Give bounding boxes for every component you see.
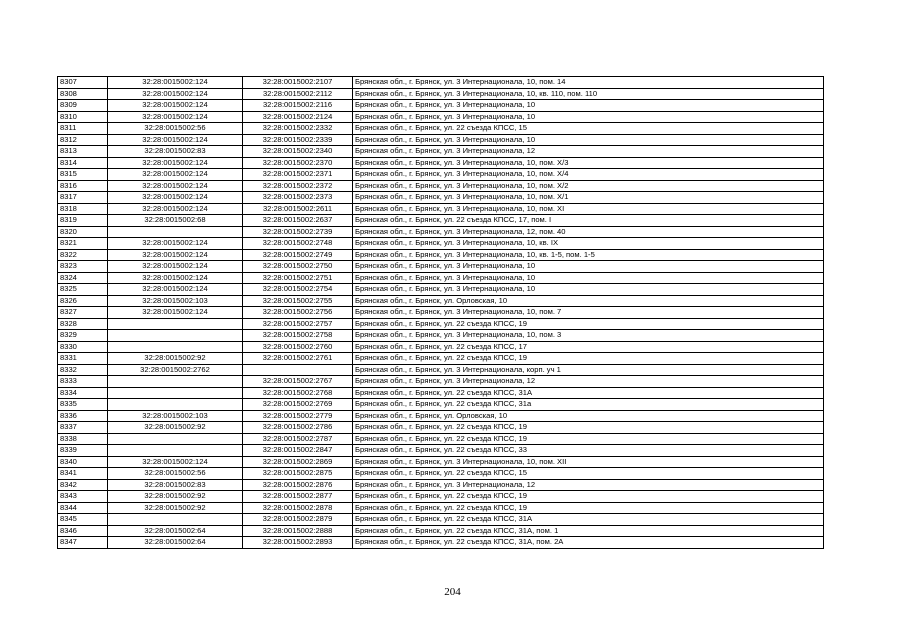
cadastral-number-cell: 32:28:0015002:2750 [243, 261, 353, 273]
table-row [58, 410, 824, 422]
parent-cadastral-number-cell: 32:28:0015002:124 [108, 272, 243, 284]
parent-cadastral-number-cell: 32:28:0015002:103 [108, 295, 243, 307]
table-row [58, 307, 824, 319]
table-row [58, 433, 824, 445]
row-number-cell: 8326 [58, 295, 108, 307]
table-row [58, 376, 824, 388]
cadastral-number-cell: 32:28:0015002:2877 [243, 491, 353, 503]
table-row [58, 226, 824, 238]
row-number-cell: 8337 [58, 422, 108, 434]
row-number-cell: 8345 [58, 514, 108, 526]
property-register-table [57, 76, 824, 549]
parent-cadastral-number-cell: 32:28:0015002:124 [108, 134, 243, 146]
table-row [58, 111, 824, 123]
row-number-cell: 8319 [58, 215, 108, 227]
row-number-cell: 8309 [58, 100, 108, 112]
address-cell: Брянская обл., г. Брянск, ул. 3 Интернационала, 10, пом. XII [353, 456, 824, 468]
row-number-cell: 8343 [58, 491, 108, 503]
address-cell: Брянская обл., г. Брянск, ул. 3 Интернационала, 12 [353, 146, 824, 158]
row-number-cell: 8338 [58, 433, 108, 445]
parent-cadastral-number-cell: 32:28:0015002:2762 [108, 364, 243, 376]
parent-cadastral-number-cell: 32:28:0015002:124 [108, 203, 243, 215]
table-row [58, 468, 824, 480]
address-cell: Брянская обл., г. Брянск, ул. 3 Интернационала, 10, пом. XI [353, 203, 824, 215]
cadastral-number-cell: 32:28:0015002:2371 [243, 169, 353, 181]
cadastral-number-cell: 32:28:0015002:2107 [243, 77, 353, 89]
table-row [58, 272, 824, 284]
table-row [58, 100, 824, 112]
parent-cadastral-number-cell [108, 433, 243, 445]
table-body [58, 77, 824, 549]
table-row [58, 491, 824, 503]
row-number-cell: 8321 [58, 238, 108, 250]
row-number-cell: 8330 [58, 341, 108, 353]
address-cell: Брянская обл., г. Брянск, ул. 22 съезда КПСС, 19 [353, 318, 824, 330]
address-cell: Брянская обл., г. Брянск, ул. 22 съезда КПСС, 17 [353, 341, 824, 353]
parent-cadastral-number-cell: 32:28:0015002:92 [108, 491, 243, 503]
cadastral-number-cell: 32:28:0015002:2340 [243, 146, 353, 158]
parent-cadastral-number-cell [108, 330, 243, 342]
cadastral-number-cell: 32:28:0015002:2847 [243, 445, 353, 457]
row-number-cell: 8332 [58, 364, 108, 376]
cadastral-number-cell: 32:28:0015002:2767 [243, 376, 353, 388]
address-cell: Брянская обл., г. Брянск, ул. 22 съезда КПСС, 31А [353, 514, 824, 526]
table-row [58, 203, 824, 215]
parent-cadastral-number-cell: 32:28:0015002:124 [108, 169, 243, 181]
parent-cadastral-number-cell: 32:28:0015002:124 [108, 157, 243, 169]
table-row [58, 422, 824, 434]
table-row [58, 238, 824, 250]
row-number-cell: 8314 [58, 157, 108, 169]
table-row [58, 445, 824, 457]
row-number-cell: 8308 [58, 88, 108, 100]
table-row [58, 180, 824, 192]
table-row [58, 330, 824, 342]
row-number-cell: 8333 [58, 376, 108, 388]
table-row [58, 192, 824, 204]
table-row [58, 525, 824, 537]
address-cell: Брянская обл., г. Брянск, ул. 3 Интернационала, 10 [353, 284, 824, 296]
cadastral-number-cell: 32:28:0015002:2888 [243, 525, 353, 537]
parent-cadastral-number-cell: 32:28:0015002:124 [108, 111, 243, 123]
address-cell: Брянская обл., г. Брянск, ул. 22 съезда КПСС, 31а [353, 399, 824, 411]
table-row [58, 479, 824, 491]
cadastral-number-cell: 32:28:0015002:2756 [243, 307, 353, 319]
table-row [58, 157, 824, 169]
address-cell: Брянская обл., г. Брянск, ул. 22 съезда КПСС, 19 [353, 433, 824, 445]
address-cell: Брянская обл., г. Брянск, ул. 3 Интернационала, 10 [353, 111, 824, 123]
row-number-cell: 8339 [58, 445, 108, 457]
row-number-cell: 8342 [58, 479, 108, 491]
address-cell: Брянская обл., г. Брянск, ул. 22 съезда КПСС, 19 [353, 353, 824, 365]
table-row [58, 169, 824, 181]
table-row [58, 514, 824, 526]
row-number-cell: 8313 [58, 146, 108, 158]
table-row [58, 215, 824, 227]
cadastral-number-cell: 32:28:0015002:2637 [243, 215, 353, 227]
table-row [58, 249, 824, 261]
parent-cadastral-number-cell: 32:28:0015002:56 [108, 468, 243, 480]
parent-cadastral-number-cell: 32:28:0015002:124 [108, 180, 243, 192]
parent-cadastral-number-cell: 32:28:0015002:124 [108, 100, 243, 112]
row-number-cell: 8318 [58, 203, 108, 215]
cadastral-number-cell: 32:28:0015002:2748 [243, 238, 353, 250]
row-number-cell: 8340 [58, 456, 108, 468]
table-row [58, 364, 824, 376]
parent-cadastral-number-cell: 32:28:0015002:124 [108, 307, 243, 319]
row-number-cell: 8341 [58, 468, 108, 480]
cadastral-number-cell: 32:28:0015002:2879 [243, 514, 353, 526]
cadastral-number-cell: 32:28:0015002:2869 [243, 456, 353, 468]
address-cell: Брянская обл., г. Брянск, ул. 22 съезда КПСС, 31А, пом. 1 [353, 525, 824, 537]
address-cell: Брянская обл., г. Брянск, ул. 22 съезда КПСС, 19 [353, 491, 824, 503]
address-cell: Брянская обл., г. Брянск, ул. 3 Интернационала, 10, пом. Х/2 [353, 180, 824, 192]
parent-cadastral-number-cell: 32:28:0015002:124 [108, 249, 243, 261]
cadastral-number-cell: 32:28:0015002:2116 [243, 100, 353, 112]
row-number-cell: 8336 [58, 410, 108, 422]
row-number-cell: 8320 [58, 226, 108, 238]
cadastral-number-cell: 32:28:0015002:2768 [243, 387, 353, 399]
parent-cadastral-number-cell [108, 376, 243, 388]
table-row [58, 295, 824, 307]
parent-cadastral-number-cell: 32:28:0015002:92 [108, 353, 243, 365]
cadastral-number-cell: 32:28:0015002:2875 [243, 468, 353, 480]
table-row [58, 537, 824, 549]
parent-cadastral-number-cell: 32:28:0015002:124 [108, 284, 243, 296]
table-row [58, 456, 824, 468]
cadastral-number-cell: 32:28:0015002:2878 [243, 502, 353, 514]
address-cell: Брянская обл., г. Брянск, ул. 3 Интернационала, 10, пом. 14 [353, 77, 824, 89]
table-row [58, 77, 824, 89]
parent-cadastral-number-cell [108, 226, 243, 238]
parent-cadastral-number-cell: 32:28:0015002:124 [108, 77, 243, 89]
cadastral-number-cell: 32:28:0015002:2754 [243, 284, 353, 296]
cadastral-number-cell: 32:28:0015002:2779 [243, 410, 353, 422]
parent-cadastral-number-cell [108, 514, 243, 526]
row-number-cell: 8335 [58, 399, 108, 411]
table-row [58, 284, 824, 296]
table-row [58, 399, 824, 411]
row-number-cell: 8347 [58, 537, 108, 549]
parent-cadastral-number-cell: 32:28:0015002:124 [108, 192, 243, 204]
parent-cadastral-number-cell: 32:28:0015002:103 [108, 410, 243, 422]
cadastral-number-cell: 32:28:0015002:2876 [243, 479, 353, 491]
cadastral-number-cell: 32:28:0015002:2761 [243, 353, 353, 365]
address-cell: Брянская обл., г. Брянск, ул. 22 съезда КПСС, 17, пом. I [353, 215, 824, 227]
address-cell: Брянская обл., г. Брянск, ул. 3 Интернационала, 10, кв. 110, пом. 110 [353, 88, 824, 100]
address-cell: Брянская обл., г. Брянск, ул. 3 Интернационала, 12 [353, 376, 824, 388]
address-cell: Брянская обл., г. Брянск, ул. 3 Интернационала, 10, пом. 3 [353, 330, 824, 342]
row-number-cell: 8322 [58, 249, 108, 261]
parent-cadastral-number-cell: 32:28:0015002:124 [108, 88, 243, 100]
cadastral-number-cell: 32:28:0015002:2755 [243, 295, 353, 307]
row-number-cell: 8324 [58, 272, 108, 284]
parent-cadastral-number-cell: 32:28:0015002:83 [108, 146, 243, 158]
address-cell: Брянская обл., г. Брянск, ул. 22 съезда КПСС, 15 [353, 123, 824, 135]
parent-cadastral-number-cell [108, 341, 243, 353]
address-cell: Брянская обл., г. Брянск, ул. 3 Интернационала, 10, пом. 7 [353, 307, 824, 319]
row-number-cell: 8315 [58, 169, 108, 181]
cadastral-number-cell: 32:28:0015002:2611 [243, 203, 353, 215]
row-number-cell: 8316 [58, 180, 108, 192]
cadastral-number-cell: 32:28:0015002:2749 [243, 249, 353, 261]
parent-cadastral-number-cell: 32:28:0015002:64 [108, 525, 243, 537]
cadastral-number-cell: 32:28:0015002:2760 [243, 341, 353, 353]
row-number-cell: 8346 [58, 525, 108, 537]
parent-cadastral-number-cell: 32:28:0015002:92 [108, 422, 243, 434]
row-number-cell: 8323 [58, 261, 108, 273]
table-row [58, 318, 824, 330]
page-number: 204 [444, 586, 461, 598]
cadastral-number-cell: 32:28:0015002:2739 [243, 226, 353, 238]
cadastral-number-cell: 32:28:0015002:2757 [243, 318, 353, 330]
address-cell: Брянская обл., г. Брянск, ул. 22 съезда КПСС, 19 [353, 422, 824, 434]
table-row [58, 353, 824, 365]
parent-cadastral-number-cell: 32:28:0015002:92 [108, 502, 243, 514]
address-cell: Брянская обл., г. Брянск, ул. Орловская, 10 [353, 295, 824, 307]
parent-cadastral-number-cell: 32:28:0015002:56 [108, 123, 243, 135]
address-cell: Брянская обл., г. Брянск, ул. 3 Интернационала, 12, пом. 40 [353, 226, 824, 238]
address-cell: Брянская обл., г. Брянск, ул. 22 съезда КПСС, 33 [353, 445, 824, 457]
address-cell: Брянская обл., г. Брянск, ул. 3 Интернационала, 10 [353, 261, 824, 273]
table-row [58, 123, 824, 135]
parent-cadastral-number-cell: 32:28:0015002:124 [108, 261, 243, 273]
address-cell: Брянская обл., г. Брянск, ул. 3 Интернационала, 10, пом. Х/3 [353, 157, 824, 169]
address-cell: Брянская обл., г. Брянск, ул. 3 Интернационала, 10, пом. Х/4 [353, 169, 824, 181]
row-number-cell: 8317 [58, 192, 108, 204]
address-cell: Брянская обл., г. Брянск, ул. 3 Интернационала, 12 [353, 479, 824, 491]
cadastral-number-cell: 32:28:0015002:2112 [243, 88, 353, 100]
table-row [58, 134, 824, 146]
cadastral-number-cell: 32:28:0015002:2787 [243, 433, 353, 445]
table-row [58, 387, 824, 399]
row-number-cell: 8334 [58, 387, 108, 399]
cadastral-number-cell: 32:28:0015002:2124 [243, 111, 353, 123]
parent-cadastral-number-cell: 32:28:0015002:64 [108, 537, 243, 549]
row-number-cell: 8329 [58, 330, 108, 342]
row-number-cell: 8312 [58, 134, 108, 146]
parent-cadastral-number-cell: 32:28:0015002:124 [108, 238, 243, 250]
table-row [58, 146, 824, 158]
address-cell: Брянская обл., г. Брянск, ул. 22 съезда КПСС, 31А, пом. 2А [353, 537, 824, 549]
address-cell: Брянская обл., г. Брянск, ул. 22 съезда КПСС, 31А [353, 387, 824, 399]
table-row [58, 88, 824, 100]
row-number-cell: 8327 [58, 307, 108, 319]
address-cell: Брянская обл., г. Брянск, ул. 22 съезда КПСС, 19 [353, 502, 824, 514]
row-number-cell: 8310 [58, 111, 108, 123]
cadastral-number-cell: 32:28:0015002:2786 [243, 422, 353, 434]
row-number-cell: 8307 [58, 77, 108, 89]
parent-cadastral-number-cell [108, 445, 243, 457]
address-cell: Брянская обл., г. Брянск, ул. Орловская, 10 [353, 410, 824, 422]
row-number-cell: 8344 [58, 502, 108, 514]
cadastral-number-cell: 32:28:0015002:2332 [243, 123, 353, 135]
row-number-cell: 8325 [58, 284, 108, 296]
cadastral-number-cell: 32:28:0015002:2370 [243, 157, 353, 169]
cadastral-number-cell: 32:28:0015002:2769 [243, 399, 353, 411]
row-number-cell: 8331 [58, 353, 108, 365]
parent-cadastral-number-cell: 32:28:0015002:83 [108, 479, 243, 491]
cadastral-number-cell: 32:28:0015002:2372 [243, 180, 353, 192]
cadastral-number-cell: 32:28:0015002:2373 [243, 192, 353, 204]
table-row [58, 502, 824, 514]
cadastral-number-cell: 32:28:0015002:2893 [243, 537, 353, 549]
address-cell: Брянская обл., г. Брянск, ул. 3 Интернационала, 10, пом. Х/1 [353, 192, 824, 204]
cadastral-number-cell: 32:28:0015002:2339 [243, 134, 353, 146]
address-cell: Брянская обл., г. Брянск, ул. 3 Интернационала, 10 [353, 134, 824, 146]
parent-cadastral-number-cell [108, 318, 243, 330]
address-cell: Брянская обл., г. Брянск, ул. 3 Интернационала, 10, кв. IX [353, 238, 824, 250]
address-cell: Брянская обл., г. Брянск, ул. 22 съезда КПСС, 15 [353, 468, 824, 480]
parent-cadastral-number-cell: 32:28:0015002:124 [108, 456, 243, 468]
cadastral-number-cell: 32:28:0015002:2758 [243, 330, 353, 342]
parent-cadastral-number-cell [108, 399, 243, 411]
cadastral-number-cell [243, 364, 353, 376]
address-cell: Брянская обл., г. Брянск, ул. 3 Интернационала, 10 [353, 100, 824, 112]
address-cell: Брянская обл., г. Брянск, ул. 3 Интернационала, 10, кв. 1-5, пом. 1-5 [353, 249, 824, 261]
parent-cadastral-number-cell: 32:28:0015002:68 [108, 215, 243, 227]
row-number-cell: 8311 [58, 123, 108, 135]
table-row [58, 341, 824, 353]
address-cell: Брянская обл., г. Брянск, ул. 3 Интернационала, корп. уч 1 [353, 364, 824, 376]
address-cell: Брянская обл., г. Брянск, ул. 3 Интернационала, 10 [353, 272, 824, 284]
parent-cadastral-number-cell [108, 387, 243, 399]
table-row [58, 261, 824, 273]
row-number-cell: 8328 [58, 318, 108, 330]
cadastral-number-cell: 32:28:0015002:2751 [243, 272, 353, 284]
